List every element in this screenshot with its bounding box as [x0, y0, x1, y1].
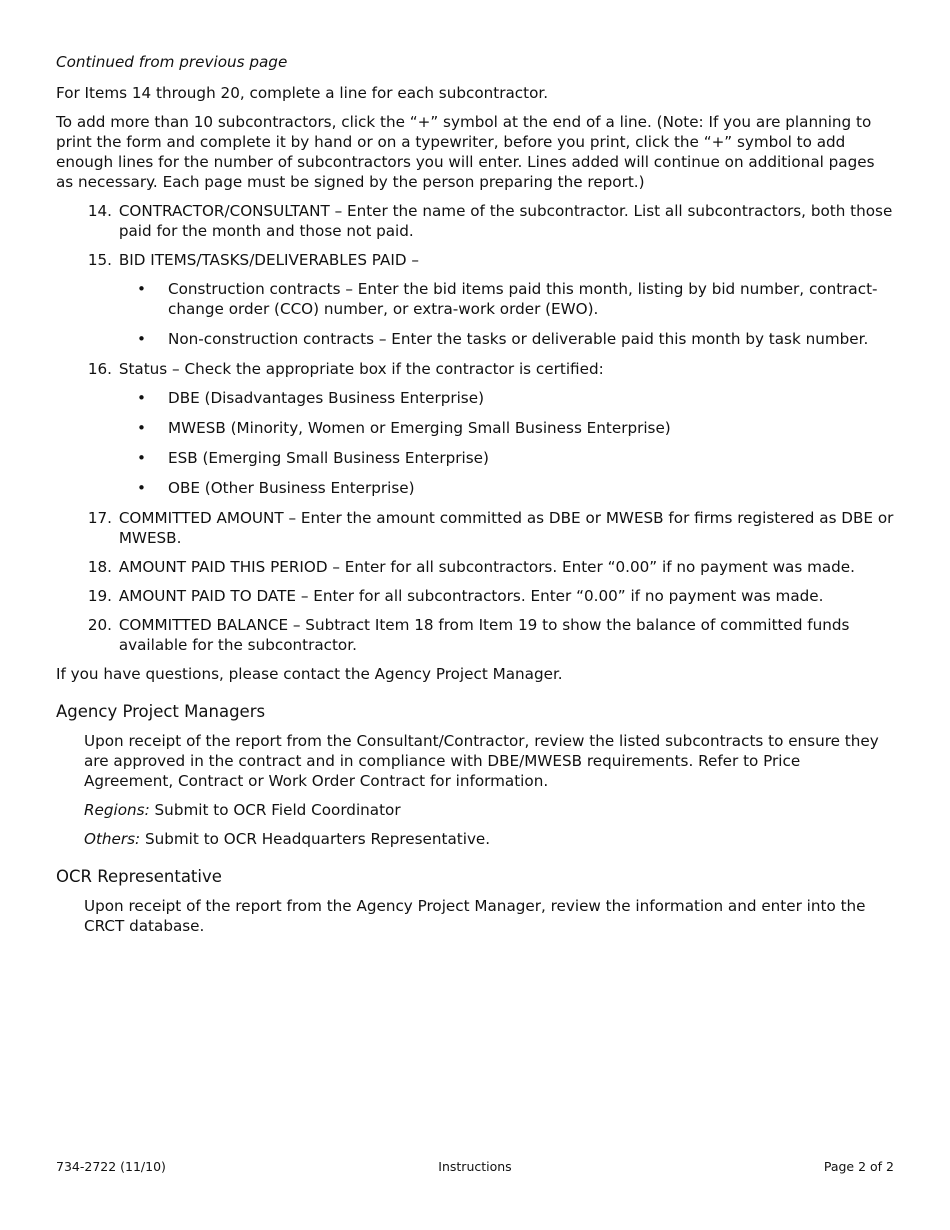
item-16-bullets [56, 388, 894, 498]
bullet-icon: • [137, 479, 146, 497]
bullet-icon: • [137, 449, 146, 467]
item-20: 20. COMMITTED BALANCE – Subtract Item 18 from Item 19 to show the balance of committed funds available for the subcontractor. [87, 616, 850, 654]
item-15: 15. BID ITEMS/TASKS/DELIVERABLES PAID – [87, 251, 419, 269]
apm-regions: Regions: Submit to OCR Field Coordinator [84, 801, 401, 819]
apm-heading: Agency Project Managers [56, 702, 266, 721]
list-item: • Construction contracts – Enter the bid items paid this month, listing by bid number, contract-change order (CCO) number, or extra-work order (EWO). [56, 279, 894, 319]
item-16: 16. Status – Check the appropriate box if the contractor is certified: [87, 360, 604, 378]
bullet-icon: • [137, 419, 146, 437]
apm-section [84, 731, 894, 849]
intro-paragraph-1: For Items 14 through 20, complete a line for each subcontractor. [56, 84, 549, 102]
intro-paragraph-2: To add more than 10 subcontractors, click the “+” symbol at the end of a line. (Note: If you are planning to print the form and complete it by hand or on a typewriter, before you print, click the “+” symbol to add enough lines for the number of subcontractors you will enter. Lines added will continue on additional pages as necessary. Each page must be signed by the person preparing the report.) [56, 113, 875, 191]
footer-title: Instructions [438, 1159, 512, 1174]
questions-note: If you have questions, please contact the Agency Project Manager. [56, 665, 563, 683]
list-item: • OBE (Other Business Enterprise) [56, 478, 894, 498]
page-number: Page 2 of 2 [823, 1159, 894, 1174]
item-19: 19. AMOUNT PAID TO DATE – Enter for all subcontractors. Enter “0.00” if no payment was made. [87, 587, 824, 605]
document-page [56, 52, 894, 945]
form-number: 734-2722 (11/10) [56, 1159, 166, 1174]
apm-body: Upon receipt of the report from the Consultant/Contractor, review the listed subcontracts to ensure they are approved in the contract and in compliance with DBE/MWESB requirements. Refer to Price Agreement, Contract or Work Order Contract for information. [84, 732, 879, 790]
item-17: 17. COMMITTED AMOUNT – Enter the amount committed as DBE or MWESB for firms registered as DBE or MWESB. [87, 509, 894, 547]
list-item: • ESB (Emerging Small Business Enterprise) [56, 448, 894, 468]
bullet-icon: • [137, 389, 146, 407]
continued-note: Continued from previous page [56, 53, 288, 71]
item-15-bullets [56, 279, 894, 349]
bullet-icon: • [137, 330, 146, 348]
ocr-heading: OCR Representative [56, 867, 222, 886]
item-14: 14. CONTRACTOR/CONSULTANT – Enter the name of the subcontractor. List all subcontractors, both those paid for the month and those not paid. [87, 202, 893, 240]
bullet-icon: • [137, 280, 146, 298]
list-item: • DBE (Disadvantages Business Enterprise) [56, 388, 894, 408]
ocr-body: Upon receipt of the report from the Agency Project Manager, review the information and enter into the CRCT database. [84, 897, 866, 935]
apm-others: Others: Submit to OCR Headquarters Representative. [84, 830, 491, 848]
item-18: 18. AMOUNT PAID THIS PERIOD – Enter for all subcontractors. Enter “0.00” if no payment was made. [87, 558, 855, 576]
ocr-section [84, 896, 894, 936]
list-item: • MWESB (Minority, Women or Emerging Small Business Enterprise) [56, 418, 894, 438]
list-item: • Non-construction contracts – Enter the tasks or deliverable paid this month by task number. [56, 329, 894, 349]
